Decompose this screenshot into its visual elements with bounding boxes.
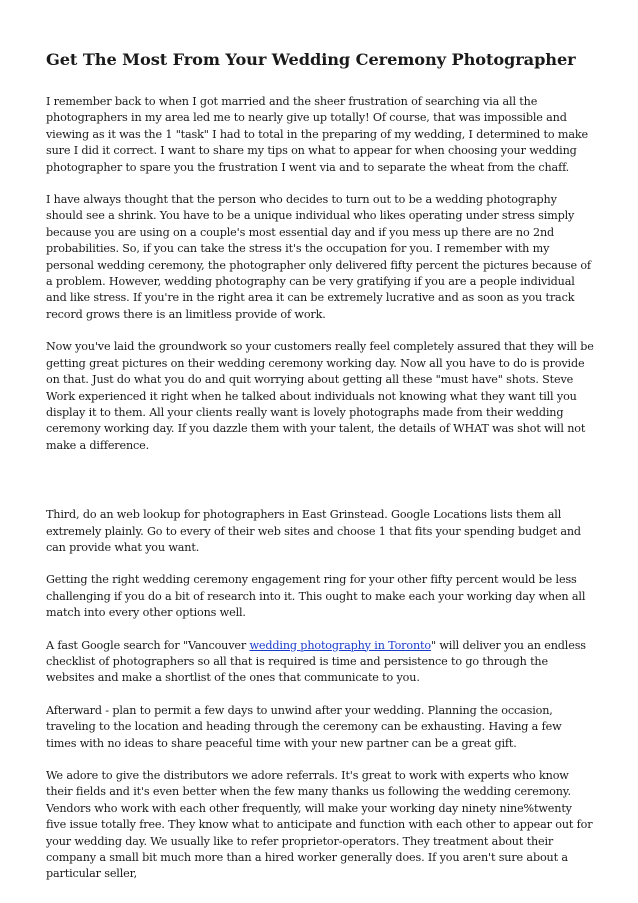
- paragraph-1: I remember back to when I got married and the sheer frustration of searching via all the photographers in my area led me to nearly give up totally! Of course, that was impossible and viewing as it was the 1 "task" I had to total in the preparing of my wedding, I determined to make sure I did it correct. I want to share my tips on what to appear for when choosing your wedding photographer to spare you the frustration I went via and to separate the wheat from the chaff.: [46, 95, 588, 174]
- document-title: Get The Most From Your Wedding Ceremony Photographer: [46, 50, 576, 69]
- paragraph-2: I have always thought that the person who decides to turn out to be a wedding photography should see a shrink. You have to be a unique individual who likes operating under stress simply because you are using on a couple's most essential day and if you mess up there are no 2nd probabilities. So, if you can take the stress it's the occupation for you. I remember with my personal wedding ceremony, the photographer only delivered fifty percent the pictures because of a problem. However, wedding photography can be very gratifying if you are a people individual and like stress. If you're in the right area it can be extremely lucrative and as soon as you track record grows there is an limitless provide of work.: [46, 193, 591, 321]
- paragraph-6: [46, 638, 594, 687]
- paragraph-5: Getting the right wedding ceremony engagement ring for your other fifty percent would be less challenging if you do a bit of research into it. This ought to make each your working day when all match into every other options well.: [46, 573, 586, 620]
- wedding-photography-link[interactable]: wedding photography in Toronto: [249, 638, 431, 652]
- paragraph-6-text-after: " will deliver you an endless checklist of photographers so all that is required is time and persistence to go through the websites and make a shortlist of the ones that communicate to you.: [46, 638, 586, 685]
- paragraph-4: Third, do an web lookup for photographers in East Grinstead. Google Locations lists them all extremely plainly. Go to every of their web sites and choose 1 that fits your spending budget and can provide what you want.: [46, 508, 581, 554]
- paragraph-7: Afterward - plan to permit a few days to unwind after your wedding. Planning the occasion, traveling to the location and heading through the ceremony can be exhausting. Having a few times with no ideas to share peaceful time with your new partner can be a great gift.: [46, 703, 562, 750]
- paragraph-8: We adore to give the distributors we adore referrals. It's great to work with experts who know their fields and it's even better when the few many thanks us following the wedding ceremony. Vendors who work with each other frequently, will make your working day ninety nine%twenty five issue totally free. They know what to anticipate and function with each other to appear out for your wedding day. We usually like to refer proprietor-operators. They treatment about their company a small bit much more than a hired worker generally does. If you aren't sure about a particular seller,: [46, 769, 593, 881]
- blank-gap: [46, 470, 594, 507]
- paragraph-3: Now you've laid the groundwork so your customers really feel completely assured that they will be getting great pictures on their wedding ceremony working day. Now all you have to do is provide on that. Just do what you do and quit worrying about getting all these "must have" shots. Steve Work experienced it right when he talked about individuals not knowing what they want till you display it to them. All your clients really want is lovely photographs made from their wedding ceremony working day. If you dazzle them with your talent, the details of WHAT was shot will not make a difference.: [46, 340, 594, 452]
- paragraph-6-text-before: A fast Google search for "Vancouver: [46, 638, 250, 652]
